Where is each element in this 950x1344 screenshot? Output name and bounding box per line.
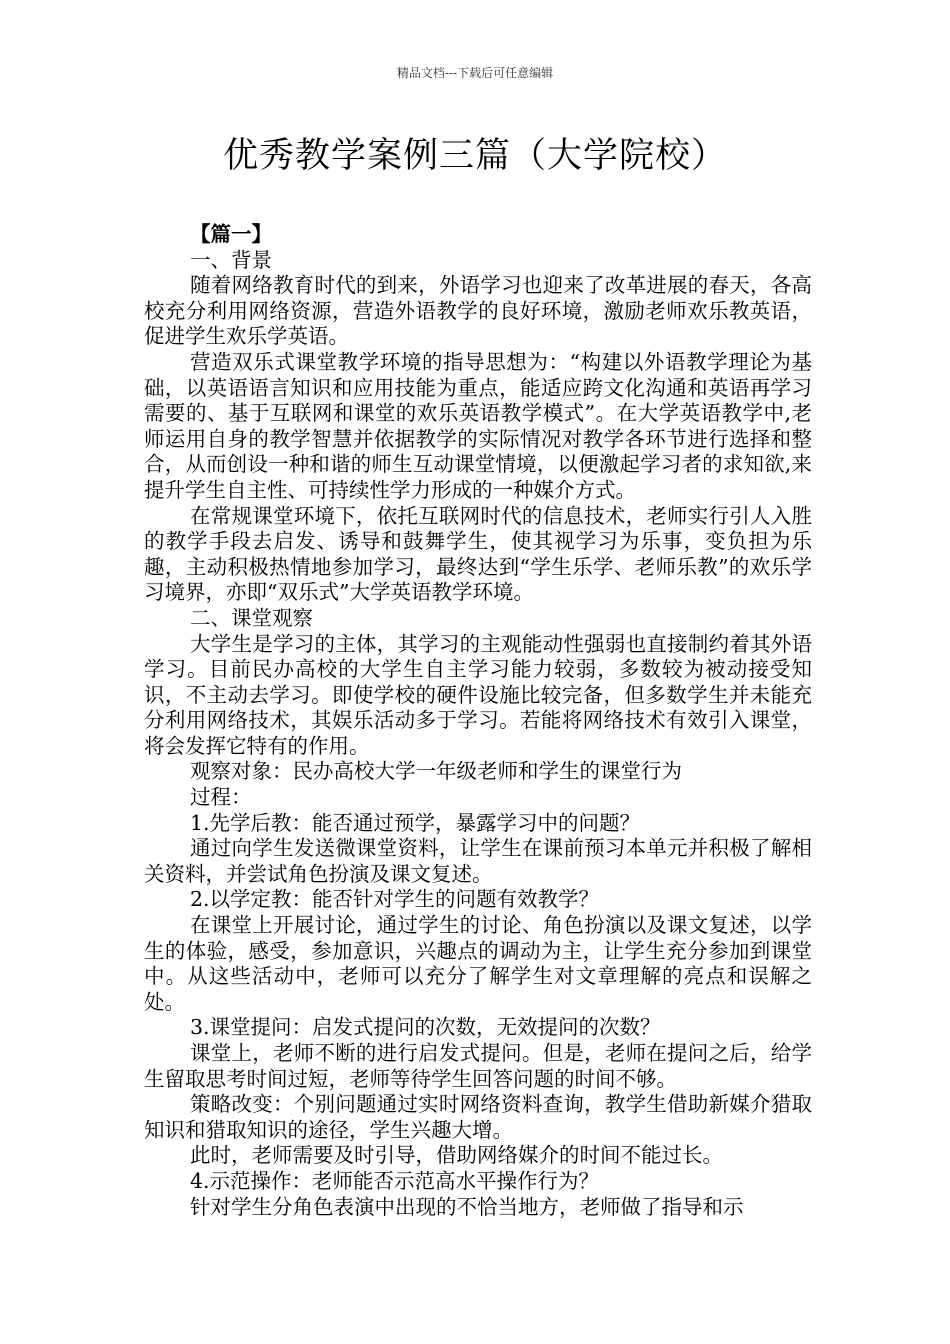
paragraph: 观察对象：民办高校大学一年级老师和学生的课堂行为 (190, 759, 682, 784)
paragraph: 此时，老师需要及时引导，借助网络媒介的时间不能过长。 (190, 1143, 723, 1168)
paragraph: 在常规课堂环境下，依托互联网时代的信息技术，老师实行引人入胜的教学手段去启发、诱导和鼓舞学生，使其视学习为乐事，变负担为乐趣，主动积极热情地参加学习，最终达到“学生乐学、老师乐教”的欢乐学习境界，亦即“双乐式”大学英语教学环境。 (144, 503, 812, 605)
section-heading: 二、课堂观察 (190, 605, 313, 630)
list-item-heading: 1.先学后教：能否通过预学，暴露学习中的问题？ (190, 810, 641, 835)
paragraph: 在课堂上开展讨论，通过学生的讨论、角色扮演以及课文复述，以学生的体验，感受，参加意识，兴趣点的调动为主，让学生充分参加到课堂中。从这些活动中，老师可以充分了解学生对文章理解的亮点和误解之处。 (144, 913, 812, 1014)
paragraph: 课堂上，老师不断的进行启发式提问。但是，老师在提问之后，给学生留取思考时间过短，老师等待学生回答问题的时间不够。 (144, 1041, 812, 1091)
document-title: 优秀教学案例三篇（大学院校） (222, 136, 727, 176)
paragraph: 随着网络教育时代的到来，外语学习也迎来了改革进展的春天，各高校充分利用网络资源，营造外语教学的良好环境，激励老师欢乐教英语，促进学生欢乐学英语。 (144, 273, 812, 349)
paragraph: 营造双乐式课堂教学环境的指导思想为：“构建以外语教学理论为基础，以英语语言知识和应用技能为重点，能适应跨文化沟通和英语再学习需要的、基于互联网和课堂的欢乐英语教学模式”。在大学英语教学中,老师运用自身的教学智慧并依据教学的实际情况对教学各环节进行选择和整合，从而创设一种和谐的师生互动课堂情境，以便激起学习者的求知欲,来提升学生自主性、可持续性学力形成的一种媒介方式。 (144, 349, 812, 502)
paragraph: 通过向学生发送微课堂资料，让学生在课前预习本单元并积极了解相关资料，并尝试角色扮演及课文复述。 (144, 836, 812, 886)
paragraph: 策略改变：个别问题通过实时网络资料查询，教学生借助新媒介猎取知识和猎取知识的途径，学生兴趣大增。 (144, 1092, 812, 1142)
paragraph: 针对学生分角色表演中出现的不恰当地方，老师做了指导和示 (190, 1194, 744, 1219)
header-note: 精品文档---下载后可任意编辑 (396, 66, 554, 80)
paragraph: 过程： (190, 785, 252, 810)
list-item-heading: 4.示范操作：老师能否示范高水平操作行为？ (190, 1168, 600, 1193)
list-item-heading: 2.以学定教：能否针对学生的问题有效教学？ (190, 887, 600, 912)
section-marker: 【篇一】 (190, 222, 272, 246)
paragraph: 大学生是学习的主体，其学习的主观能动性强弱也直接制约着其外语学习。目前民办高校的大学生自主学习能力较弱，多数较为被动接受知识，不主动去学习。即使学校的硬件设施比较完备，但多数学生并未能充分利用网络技术，其娱乐活动多于学习。若能将网络技术有效引入课堂，将会发挥它特有的作用。 (144, 631, 812, 758)
section-heading: 一、背景 (190, 247, 272, 272)
list-item-heading: 3.课堂提问：启发式提问的次数，无效提问的次数？ (190, 1015, 661, 1040)
document-body (144, 222, 812, 1220)
